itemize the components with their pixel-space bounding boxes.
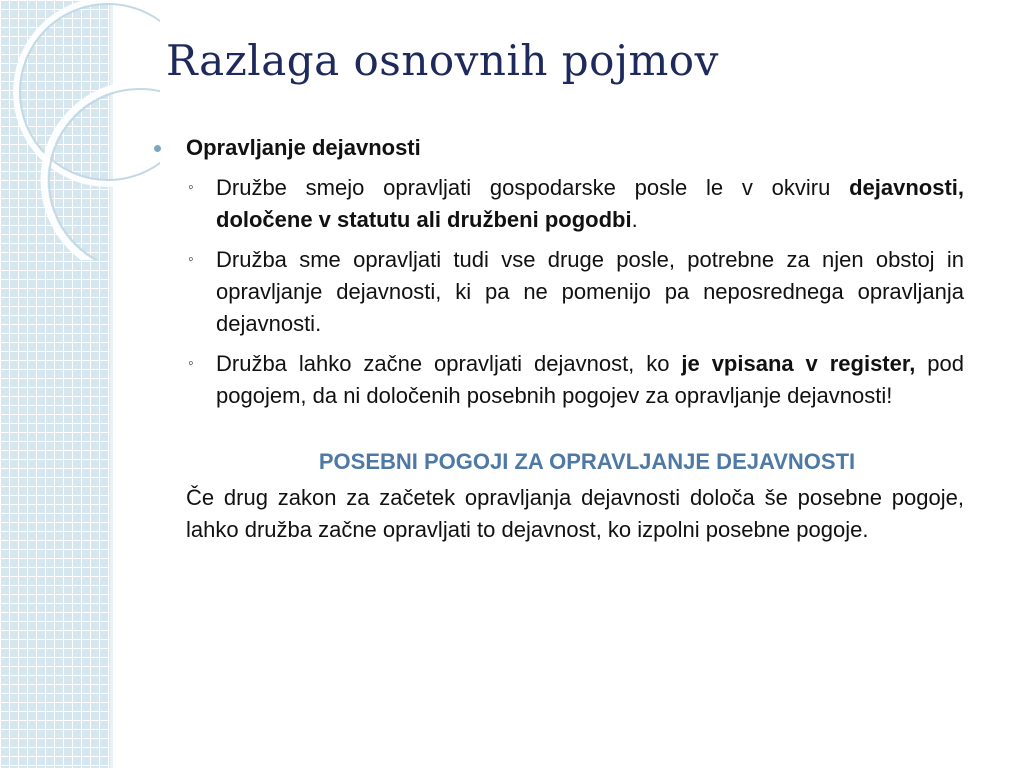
sub-bullet-2 (150, 244, 964, 340)
ring-bullet-icon: ◦ (188, 179, 194, 196)
sub-bullet-3-bold: je vpisana v register, (681, 351, 916, 376)
main-bullet (150, 132, 964, 164)
slide-content (150, 132, 964, 546)
ring-bullet-icon: ◦ (188, 251, 194, 268)
sub-bullet-1-text: Družbe smejo opravljati gospodarske posle le v okviru (216, 175, 850, 200)
section-paragraph: Če drug zakon za začetek opravljanja dejavnosti določa še posebne pogoje, lahko družba začne opravljati to dejavnost, ko izpolni posebne pogoje. (186, 485, 964, 542)
section-heading: POSEBNI POGOJI ZA OPRAVLJANJE DEJAVNOSTI (318, 449, 856, 474)
sub-bullet-2-text: Družba sme opravljati tudi vse druge posle, potrebne za njen obstoj in opravljanje dejavnosti, ki pa ne pomenijo pa neposrednega opravljanja dejavnosti. (216, 247, 964, 336)
sub-bullet-3-text: Družba lahko začne opravljati dejavnost, ko (216, 351, 682, 376)
slide-title: Razlaga osnovnih pojmov (166, 36, 719, 85)
sub-bullet-1 (150, 172, 964, 236)
sub-bullet-1-bold: dejavnosti, določene v statutu ali družbeni pogodbi (216, 175, 964, 232)
ring-bullet-icon: ◦ (188, 355, 194, 372)
main-bullet-text: Opravljanje dejavnosti (186, 135, 421, 160)
bullet-dot-icon (154, 145, 161, 152)
decorative-circles (0, 0, 160, 260)
sub-bullet-3-end: pod pogojem, da ni določenih posebnih pogojev za opravljanje dejavnosti! (216, 351, 964, 408)
sub-bullet-1-end: . (631, 207, 638, 232)
sub-bullet-3 (150, 348, 964, 412)
